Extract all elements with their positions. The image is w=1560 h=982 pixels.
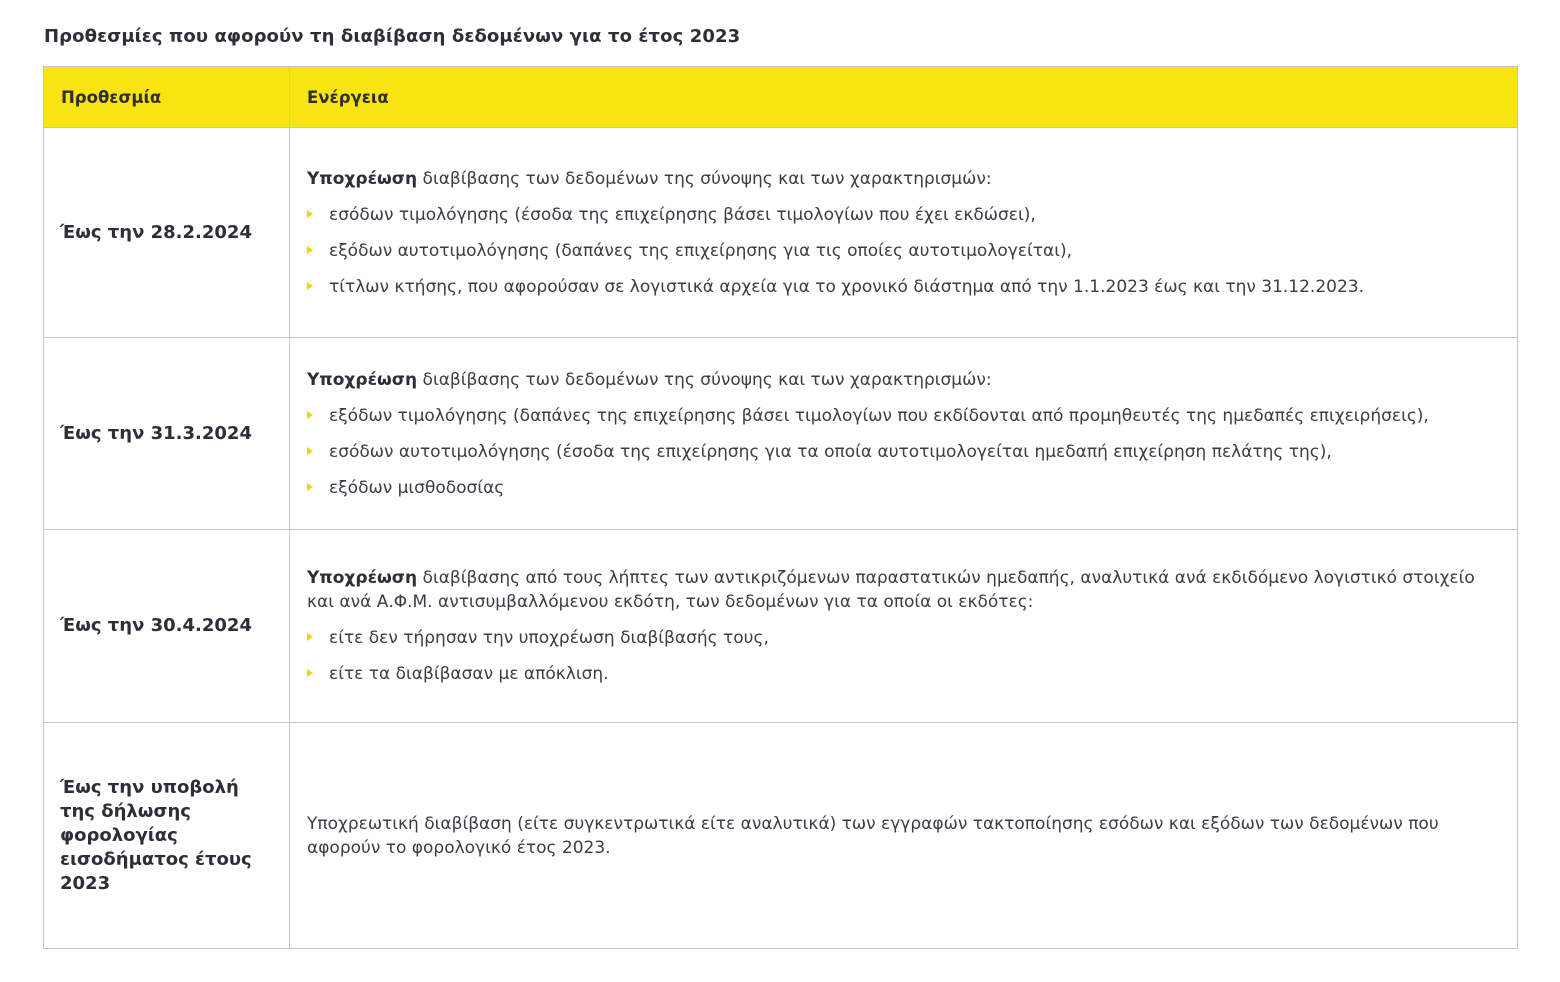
action-text: Υποχρεωτική διαβίβαση (είτε συγκεντρωτικά είτε αναλυτικά) των εγγραφών τακτοποίησης εσόδων και εξόδων των δεδομένων που αφορούν το φορολογικό έτος 2023. <box>307 813 1439 858</box>
deadline-cell: Έως την υποβολή της δήλωσης φορολογίας εισοδήματος έτους 2023 <box>44 723 290 949</box>
bullet-triangle-icon <box>307 669 313 677</box>
deadline-cell: Έως την 31.3.2024 <box>44 338 290 530</box>
action-bullet-list <box>307 404 1487 500</box>
page-title: Προθεσμίες που αφορούν τη διαβίβαση δεδομένων για το έτος 2023 <box>44 26 741 47</box>
obligation-label: Υποχρέωση <box>307 369 418 390</box>
table-row <box>44 338 1518 530</box>
table-row <box>44 530 1518 723</box>
list-item <box>307 440 1487 464</box>
deadline-cell: Έως την 30.4.2024 <box>44 530 290 723</box>
obligation-label: Υποχρέωση <box>307 568 418 588</box>
action-bullet-list <box>307 203 1487 299</box>
action-intro <box>307 368 1487 392</box>
table-row <box>44 723 1518 949</box>
list-item-text: εσόδων αυτοτιμολόγησης (έσοδα της επιχείρησης για τα οποία αυτοτιμολογείται ημεδαπή επιχείρηση πελάτης της), <box>329 441 1332 462</box>
action-cell <box>290 723 1518 949</box>
list-item-text: εξόδων αυτοτιμολόγησης (δαπάνες της επιχείρησης για τις οποίες αυτοτιμολογείται), <box>329 240 1073 261</box>
deadlines-table <box>43 66 1518 949</box>
bullet-triangle-icon <box>307 282 313 290</box>
list-item-text: είτε τα διαβίβασαν με απόκλιση. <box>329 664 609 684</box>
table-row <box>44 128 1518 338</box>
bullet-triangle-icon <box>307 246 313 254</box>
list-item <box>307 626 1487 650</box>
column-header-deadline: Προθεσμία <box>44 67 290 128</box>
list-item-text: εσόδων τιμολόγησης (έσοδα της επιχείρησης βάσει τιμολογίων που έχει εκδώσει), <box>329 204 1036 225</box>
action-intro-text: διαβίβασης των δεδομένων της σύνοψης και των χαρακτηρισμών: <box>417 369 992 390</box>
list-item <box>307 239 1487 263</box>
deadline-cell: Έως την 28.2.2024 <box>44 128 290 338</box>
list-item <box>307 662 1487 686</box>
list-item-text: εξόδων τιμολόγησης (δαπάνες της επιχείρησης βάσει τιμολογίων που εκδίδονται από προμηθευτές της ημεδαπές επιχειρήσεις), <box>329 405 1429 426</box>
bullet-triangle-icon <box>307 447 313 455</box>
bullet-triangle-icon <box>307 633 313 641</box>
list-item-text: τίτλων κτήσης, που αφορούσαν σε λογιστικά αρχεία για το χρονικό διάστημα από την 1.1.2023 έως και την 31.12.2023. <box>329 276 1364 297</box>
list-item <box>307 404 1487 428</box>
obligation-label: Υποχρέωση <box>307 168 418 189</box>
action-cell <box>290 128 1518 338</box>
action-cell <box>290 338 1518 530</box>
list-item <box>307 476 1487 500</box>
action-cell <box>290 530 1518 723</box>
action-intro-text: διαβίβασης των δεδομένων της σύνοψης και των χαρακτηρισμών: <box>417 168 992 189</box>
action-intro <box>307 167 1487 191</box>
list-item <box>307 203 1487 227</box>
bullet-triangle-icon <box>307 483 313 491</box>
action-bullet-list <box>307 626 1487 686</box>
list-item-text: εξόδων μισθοδοσίας <box>329 477 505 498</box>
list-item <box>307 275 1487 299</box>
list-item-text: είτε δεν τήρησαν την υποχρέωση διαβίβασής τους, <box>329 628 769 648</box>
column-header-action: Ενέργεια <box>290 67 1518 128</box>
action-intro-text: διαβίβασης από τους λήπτες των αντικριζόμενων παραστατικών ημεδαπής, αναλυτικά ανά εκδιδόμενο λογιστικό στοιχείο και ανά Α.Φ.Μ. αντισυμβαλλόμενου εκδότη, των δεδομένων για τα οποία οι εκδότες: <box>307 568 1475 612</box>
action-intro <box>307 566 1487 614</box>
bullet-triangle-icon <box>307 210 313 218</box>
bullet-triangle-icon <box>307 411 313 419</box>
table-header-row <box>44 67 1518 128</box>
